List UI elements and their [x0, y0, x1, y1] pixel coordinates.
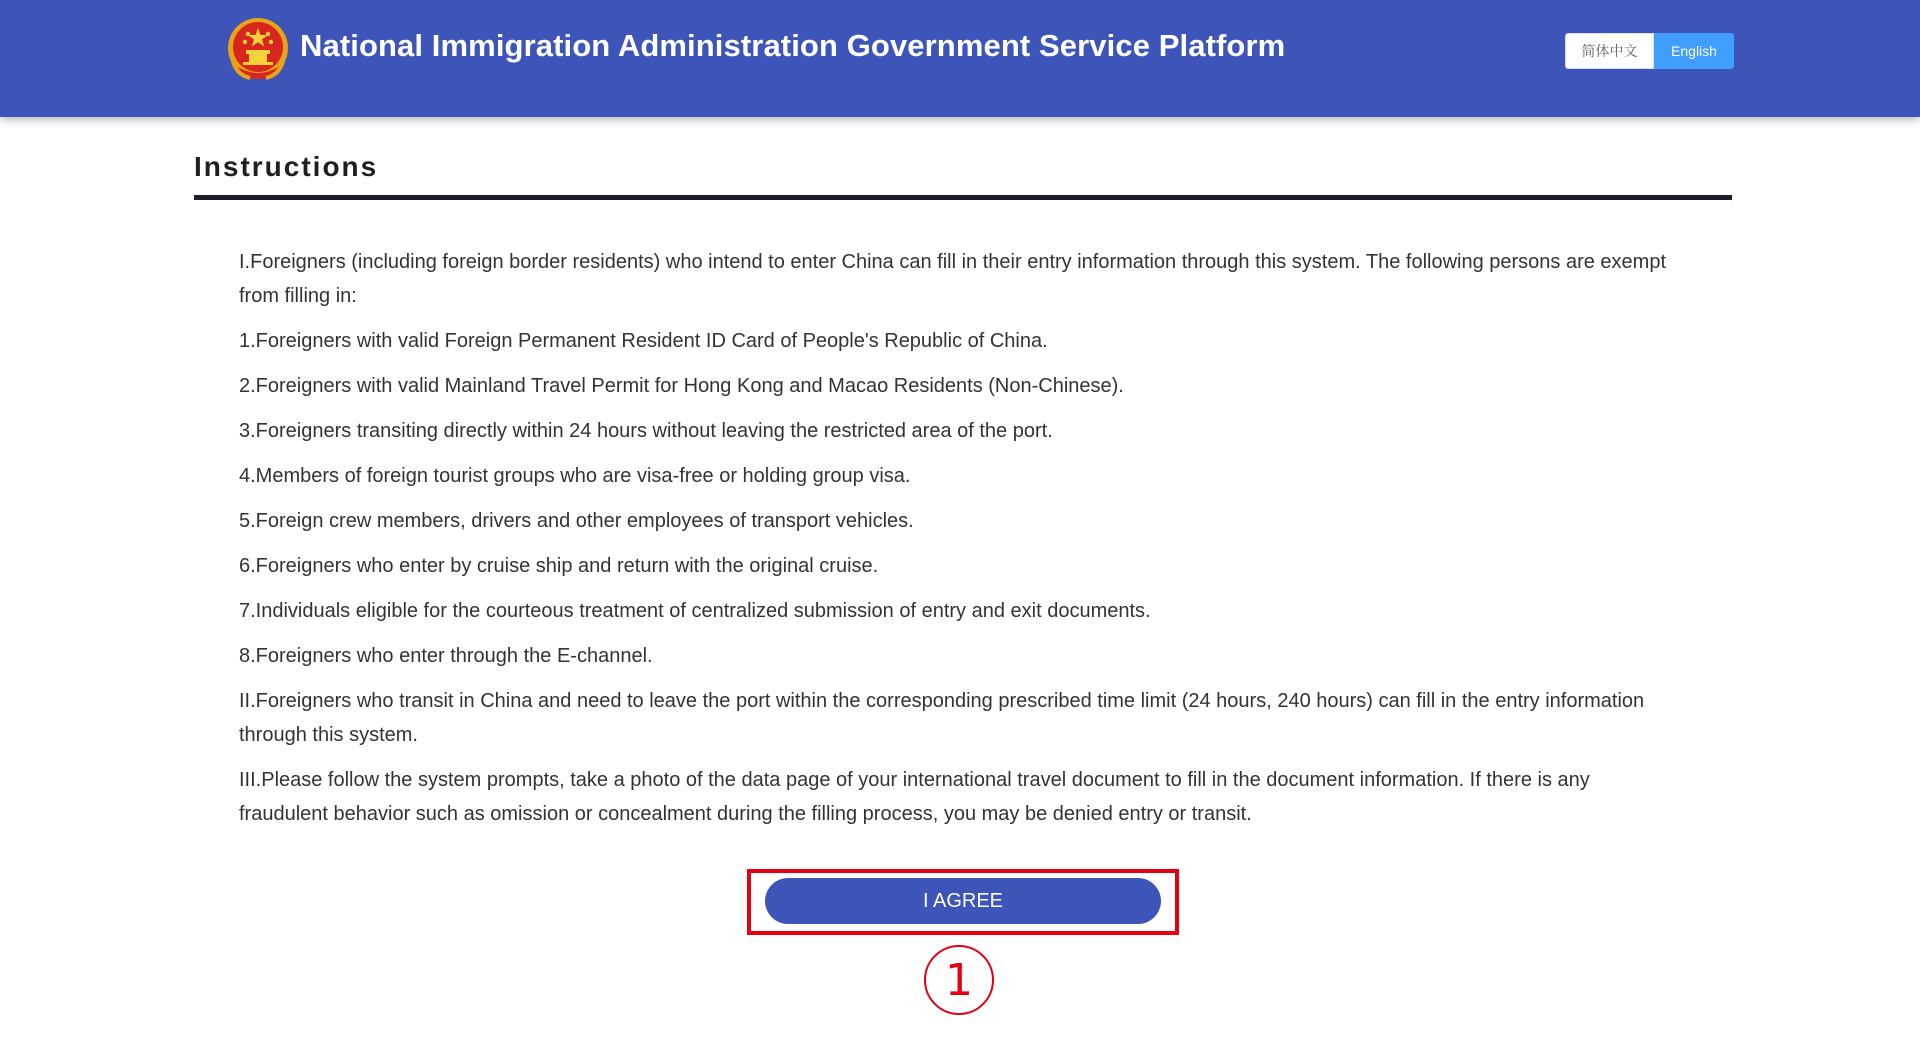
instruction-paragraph: 1.Foreigners with valid Foreign Permanent Resident ID Card of People's Republic of China.	[239, 330, 1048, 352]
instruction-paragraph: I.Foreigners (including foreign border residents) who intend to enter China can fill in their entry information through this system. The following persons are exempt from filling in:	[239, 251, 1667, 307]
instruction-paragraph: 5.Foreign crew members, drivers and other employees of transport vehicles.	[239, 510, 914, 532]
step-marker: 1	[924, 945, 994, 1015]
instruction-paragraph: III.Please follow the system prompts, take a photo of the data page of your international travel document to fill in the document information. If there is any fraudulent behavior such as omission or concealment during the filling process, you may be denied entry or transit.	[239, 769, 1590, 825]
instruction-paragraph: II.Foreigners who transit in China and need to leave the port within the corresponding prescribed time limit (24 hours, 240 hours) can fill in the entry information through this system.	[239, 690, 1645, 746]
top-header	[0, 0, 1920, 117]
lang-option-english[interactable]: English	[1654, 33, 1734, 69]
lang-option-chinese[interactable]: 简体中文	[1565, 33, 1654, 69]
instruction-paragraph: 6.Foreigners who enter by cruise ship and return with the original cruise.	[239, 555, 879, 577]
instructions-body	[239, 245, 1679, 831]
instruction-paragraph: 7.Individuals eligible for the courteous treatment of centralized submission of entry and exit documents.	[239, 600, 1151, 622]
instruction-paragraph: 8.Foreigners who enter through the E-channel.	[239, 645, 653, 667]
instruction-paragraph: 2.Foreigners with valid Mainland Travel Permit for Hong Kong and Macao Residents (Non-Chinese).	[239, 375, 1124, 397]
instruction-paragraph: 3.Foreigners transiting directly within 24 hours without leaving the restricted area of the port.	[239, 420, 1053, 442]
agree-button[interactable]: I AGREE	[765, 878, 1161, 924]
page-title: Instructions	[194, 151, 379, 182]
title-divider	[194, 195, 1732, 200]
national-emblem-icon	[226, 16, 290, 84]
instruction-paragraph: 4.Members of foreign tourist groups who are visa-free or holding group visa.	[239, 465, 911, 487]
site-title: National Immigration Administration Government Service Platform	[300, 28, 1286, 63]
language-switch	[1565, 33, 1734, 69]
